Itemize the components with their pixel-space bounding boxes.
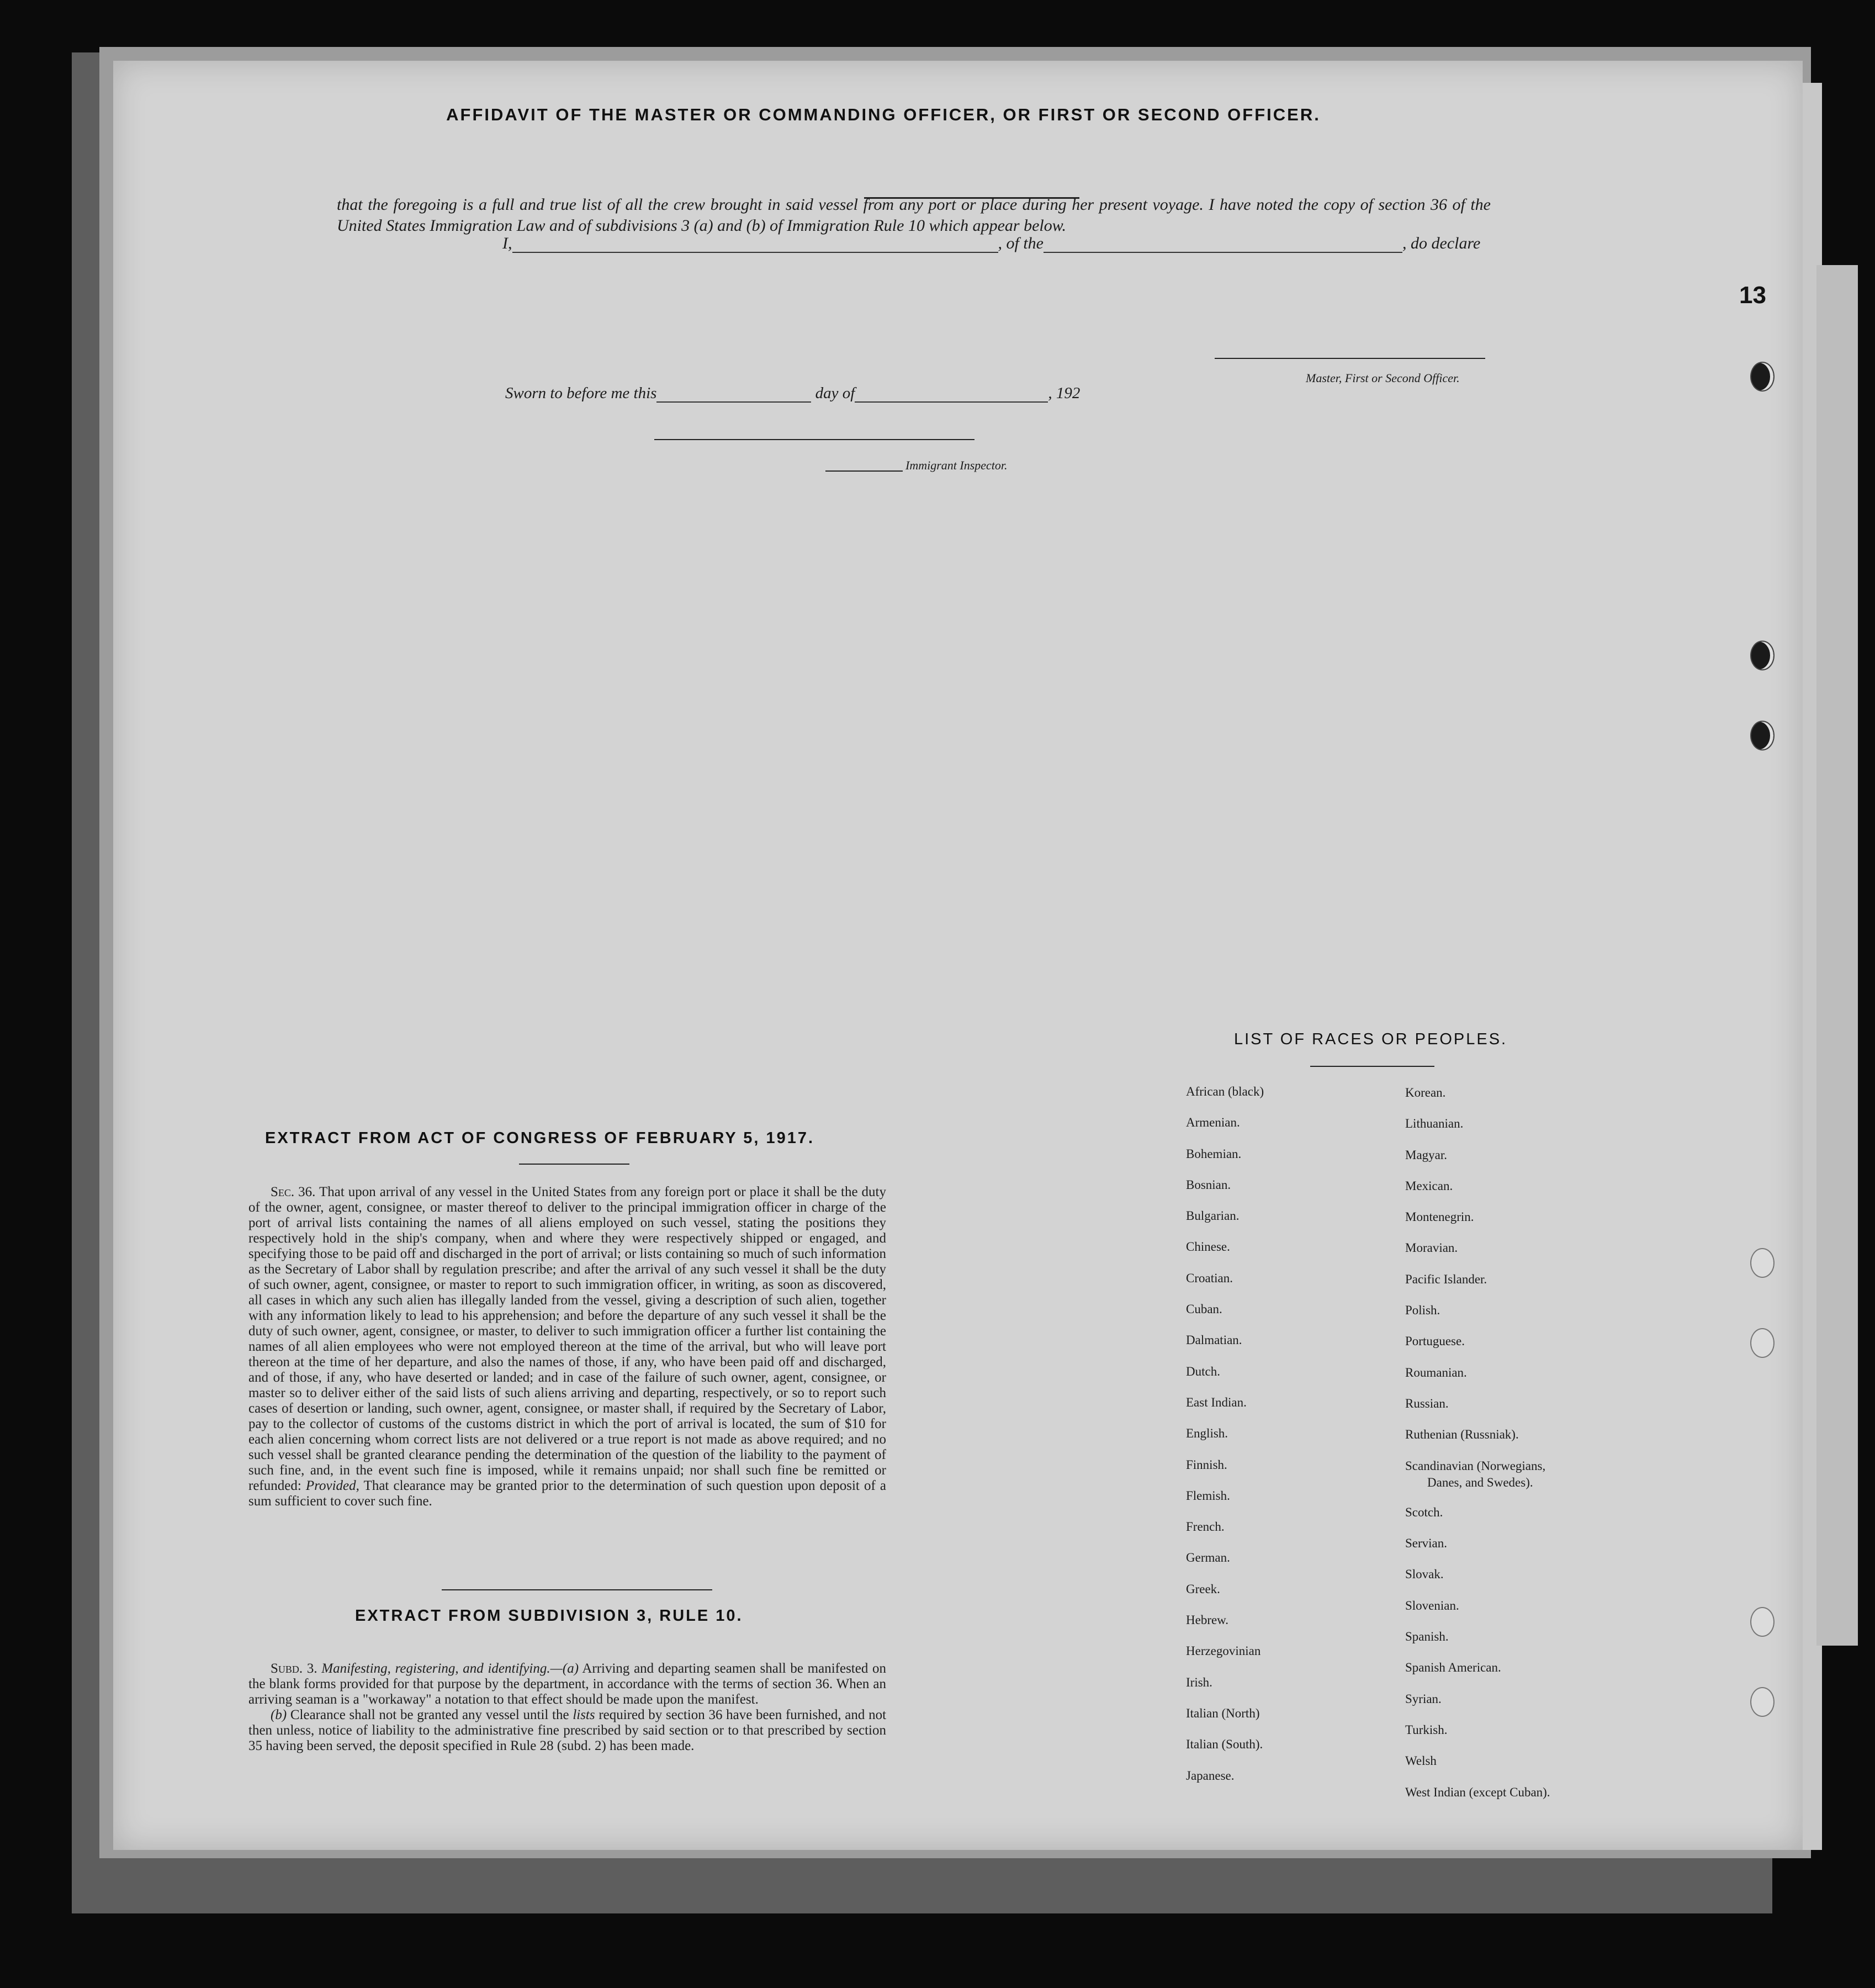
name-blank: [512, 239, 998, 253]
race-item: Welsh: [1405, 1754, 1437, 1768]
part-b-text: required by section 36 have been furnished, and not then unless, notice of liability to the administrative fine prescribed by said section or to that prescribed by section 35 having been served, the deposit specified in Rule 28 (subd. 2) has been made.: [248, 1707, 887, 1753]
race-item: English.: [1186, 1426, 1228, 1441]
race-item: Spanish.: [1405, 1630, 1449, 1644]
race-item: Dutch.: [1186, 1364, 1220, 1378]
race-item: Moravian.: [1405, 1241, 1458, 1255]
race-item: Croatian.: [1186, 1271, 1233, 1285]
declaration-of-the: , of the: [998, 234, 1044, 252]
race-item: Syrian.: [1405, 1691, 1442, 1706]
race-item: Flemish.: [1186, 1488, 1230, 1503]
races-left-column: [1186, 1085, 1264, 1800]
race-item: Greek.: [1186, 1582, 1220, 1596]
proviso-label: Provided,: [305, 1478, 359, 1493]
race-item: Roumanian.: [1405, 1365, 1467, 1379]
subd-label: Subd. 3.: [271, 1661, 317, 1676]
declaration-start: I,: [502, 234, 512, 252]
punch-hole: [1750, 1607, 1775, 1637]
race-item: Ruthenian (Russniak).: [1405, 1427, 1519, 1442]
proviso-text: That clearance may be granted prior to the determination of such question upon deposit of a sum sufficient to cover such fine.: [248, 1478, 886, 1509]
race-item: West Indian (except Cuban).: [1405, 1785, 1550, 1799]
declaration-line: [502, 234, 1480, 253]
races-right-column: [1405, 1086, 1550, 1816]
race-item: Dalmatian.: [1186, 1333, 1242, 1347]
races-title-underline: [1310, 1066, 1434, 1067]
section-body: That upon arrival of any vessel in the United States from any foreign port or place it shall be the duty of the owner, agent, consignee, or master thereof to deliver to the principal immigration officer in charge of the port of arrival lists containing the names of all aliens employed on such vessel, stating the positions they respectively hold in the ship's company, when and where they were respectively shipped or engaged, and specifying those to be paid off and discharged in the port of arrival; or lists containing so much of such information as the Secretary of Labor shall by regulation prescribe; and after the arrival of any such vessel it shall be the duty of such owner, agent, consignee, or master to report to such immigration officer, in writing, as soon as discovered, all cases in which any such alien has illegally landed from the vessel, giving a description of such alien, together with any information likely to lead to his apprehension; and before the departure of any such vessel it shall be the duty of such owner, agent, consignee, or master, to deliver to such immigration officer a further list containing the names of all alien employees who were not employed thereon at the time of the arrival, but who will leave port thereon at the time of her departure, and also the names of those, if any, who have been paid off and discharged, and of those, if any, who have deserted or landed; and in case of the failure of such owner, agent, consignee, or master so to deliver either of the said lists of such aliens arriving and departing, respectively, or so to report such cases of desertion or landing, such owner, agent, consignee, or master shall, if required by the Secretary of Labor, pay to the collector of customs of the customs district in which the port of arrival is located, the sum of $10 for each alien concerning whom correct lists are not delivered or a true report is not made as above required; and no such vessel shall be granted clearance pending the determination of the question of the liability to the payment of such fine, and, in the event such fine is imposed, while it remains unpaid; nor shall such fine be remitted or refunded:: [248, 1185, 886, 1493]
race-item: Irish.: [1186, 1675, 1212, 1689]
race-item: Spanish American.: [1405, 1661, 1501, 1675]
race-item: Japanese.: [1186, 1768, 1235, 1783]
rule-10-text: [248, 1661, 886, 1754]
race-item: Finnish.: [1186, 1457, 1227, 1472]
punch-hole: [1750, 1687, 1775, 1717]
race-item: Cuban.: [1186, 1302, 1222, 1316]
race-item: Hebrew.: [1186, 1613, 1229, 1627]
races-title: LIST OF RACES OR PEOPLES.: [1234, 1030, 1508, 1048]
race-item: Armenian.: [1186, 1115, 1240, 1130]
race-item: Servian.: [1405, 1536, 1448, 1551]
race-item: Italian (North): [1186, 1706, 1260, 1720]
inspector-label: Immigrant Inspector.: [905, 458, 1008, 472]
race-item: Mexican.: [1405, 1178, 1453, 1193]
punch-hole: [1750, 362, 1775, 392]
act-extract-title: EXTRACT FROM ACT OF CONGRESS OF FEBRUARY 5, 1917.: [265, 1129, 815, 1147]
race-item: Herzegovinian: [1186, 1644, 1261, 1658]
race-item: Bohemian.: [1186, 1146, 1242, 1161]
race-item: Lithuanian.: [1405, 1117, 1464, 1131]
section-36-text: [248, 1185, 886, 1509]
sworn-prefix: Sworn to before me this: [505, 384, 657, 402]
race-item: Bosnian.: [1186, 1177, 1231, 1192]
part-b-lists: lists: [573, 1707, 595, 1722]
punch-hole: [1750, 721, 1775, 750]
day-blank: [656, 388, 811, 403]
part-b-pre: Clearance shall not be granted any vessel until the: [290, 1707, 569, 1722]
race-item: East Indian.: [1186, 1395, 1247, 1409]
race-item: Slovak.: [1405, 1567, 1444, 1582]
punch-hole: [1750, 641, 1775, 670]
race-item: Montenegrin.: [1405, 1210, 1474, 1224]
part-b-label: (b): [271, 1707, 287, 1722]
sworn-year: , 192: [1048, 384, 1080, 402]
page-number: 13: [1739, 282, 1766, 309]
race-item: German.: [1186, 1551, 1230, 1565]
inspector-signature-line: [654, 439, 974, 440]
affidavit-paragraph: that the foregoing is a full and true list of all the crew brought in said vessel from any port or place during her present voyage. I have noted the copy of section 36 of the United States Immigration Law and of subdivisions 3 (a) and (b) of Immigration Rule 10 which appear below.: [337, 195, 1491, 235]
master-signature-label: Master, First or Second Officer.: [1306, 371, 1460, 385]
punch-hole: [1750, 1248, 1775, 1278]
declaration-end: , do declare: [1402, 234, 1481, 252]
race-item: Scotch.: [1405, 1505, 1443, 1519]
race-item: Bulgarian.: [1186, 1209, 1240, 1223]
race-item: Turkish.: [1405, 1722, 1448, 1737]
race-item: Russian.: [1405, 1396, 1449, 1410]
race-item: Slovenian.: [1405, 1598, 1459, 1612]
race-item: Portuguese.: [1405, 1334, 1465, 1349]
rule-extract-title: EXTRACT FROM SUBDIVISION 3, RULE 10.: [355, 1607, 743, 1625]
race-item: Korean.: [1405, 1086, 1446, 1099]
race-item: African (black): [1186, 1085, 1264, 1098]
race-item: French.: [1186, 1520, 1225, 1534]
vessel-blank: [1044, 239, 1402, 253]
race-item: Italian (South).: [1186, 1737, 1263, 1752]
race-item: Magyar.: [1405, 1148, 1448, 1162]
inspector-line-short: [825, 470, 903, 472]
race-item: Chinese.: [1186, 1240, 1230, 1254]
punch-hole: [1750, 1328, 1775, 1358]
month-blank: [855, 388, 1048, 403]
act-title-underline: [519, 1164, 629, 1165]
race-item: Danes, and Swedes).: [1427, 1475, 1533, 1489]
sworn-line: [505, 384, 1080, 403]
underlying-page-edge: [1816, 265, 1858, 1646]
divider-line: [442, 1589, 712, 1590]
sworn-day-of: day of: [815, 384, 855, 402]
subd-heading: Manifesting, registering, and identifying.: [321, 1661, 550, 1676]
signature-line: [1215, 358, 1485, 359]
race-item: Scandinavian (Norwegians,: [1405, 1458, 1546, 1473]
race-item: Polish.: [1405, 1303, 1440, 1318]
part-a-text: Arriving and departing seamen shall be manifested on the blank forms provided for that purpose by the department, in accordance with the terms of section 36. When an arriving seaman is a "workaway" a notation to that effect should be made upon the manifest.: [248, 1661, 887, 1707]
affidavit-title: AFFIDAVIT OF THE MASTER OR COMMANDING OFFICER, OR FIRST OR SECOND OFFICER.: [446, 105, 1321, 124]
part-a-label: —(a): [550, 1661, 579, 1676]
section-label: Sec. 36.: [271, 1185, 316, 1199]
race-item: Pacific Islander.: [1405, 1272, 1487, 1286]
